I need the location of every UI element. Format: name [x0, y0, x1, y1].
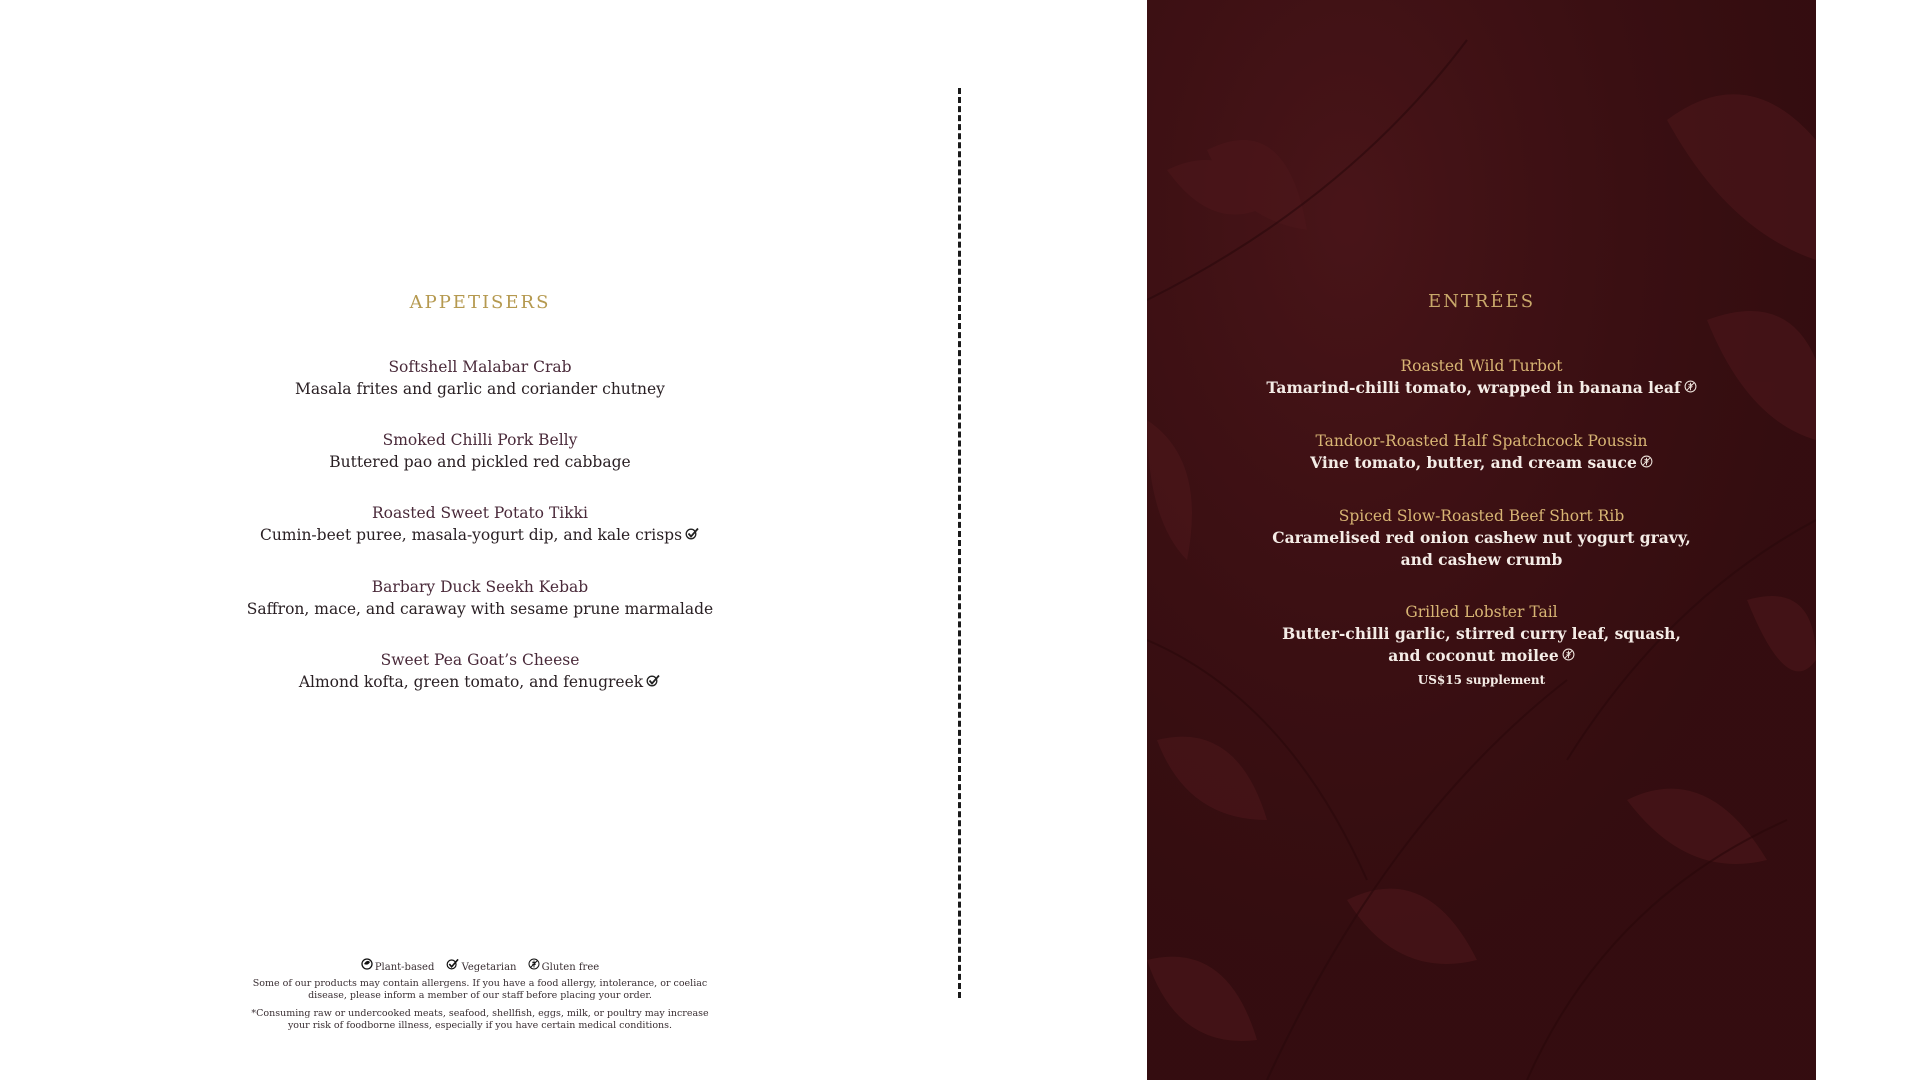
item-name: Smoked Chilli Pork Belly: [382, 431, 578, 449]
gluten-free-icon: [1684, 378, 1697, 400]
item-name: Softshell Malabar Crab: [388, 358, 572, 376]
item-description: Almond kofta, green tomato, and fenugreek: [200, 671, 760, 694]
item-description-line: Caramelised red onion cashew nut yogurt gravy,: [1272, 528, 1691, 547]
consuming-raw-note: [200, 1008, 760, 1032]
menu-item: [1147, 430, 1816, 475]
item-description: Masala frites and garlic and coriander chutney: [295, 380, 665, 398]
item-name: Sweet Pea Goat’s Cheese: [380, 651, 580, 669]
menu-item: [200, 502, 760, 547]
supplement-note: US$15 supplement: [1417, 673, 1546, 687]
item-name: Roasted Sweet Potato Tikki: [372, 504, 588, 522]
item-name: Barbary Duck Seekh Kebab: [371, 578, 589, 596]
allergen-note-line: Some of our products may contain allergens. If you have a food allergy, intolerance, or coeliac: [252, 978, 708, 989]
gluten-free-icon: [1640, 453, 1653, 475]
entrees-column: [1147, 0, 1816, 1080]
entrees-title: ENTRÉES: [1427, 291, 1536, 312]
legend-label: Gluten free: [541, 962, 600, 973]
allergen-note: [200, 978, 760, 1002]
item-name: Grilled Lobster Tail: [1405, 603, 1558, 621]
item-name: Roasted Wild Turbot: [1400, 357, 1563, 375]
dietary-legend: [200, 958, 760, 973]
legend-gluten-free: [528, 958, 600, 973]
item-description: Buttered pao and pickled red cabbage: [329, 453, 631, 471]
appetisers-column: [200, 0, 760, 1080]
menu-item: [200, 576, 760, 620]
item-description-line: Butter-chilli garlic, stirred curry leaf, squash,: [1282, 624, 1681, 643]
menu-item: [200, 429, 760, 473]
entrees-list: [1147, 355, 1816, 720]
vegetarian-icon: [685, 525, 700, 547]
item-description: Saffron, mace, and caraway with sesame prune marmalade: [246, 600, 714, 618]
vegetarian-icon: [446, 958, 460, 973]
consuming-note-line: your risk of foodborne illness, especially if you have certain medical conditions.: [287, 1020, 673, 1031]
item-description-line: and cashew crumb: [1400, 550, 1563, 569]
menu-item: [1147, 505, 1816, 571]
gluten-free-icon: [528, 958, 540, 973]
item-name: Spiced Slow-Roasted Beef Short Rib: [1338, 507, 1625, 525]
legend-label: Vegetarian: [461, 962, 517, 973]
item-description: [1147, 623, 1816, 668]
item-description: [1147, 527, 1816, 571]
item-description: Vine tomato, butter, and cream sauce: [1147, 452, 1816, 475]
plant-based-icon: [361, 958, 373, 973]
allergen-note-line: disease, please inform a member of our staff before placing your order.: [308, 990, 652, 1001]
appetisers-list: [200, 356, 760, 723]
vegetarian-icon: [646, 672, 661, 694]
item-description: Cumin-beet puree, masala-yogurt dip, and kale crisps: [200, 524, 760, 547]
menu-item: [200, 356, 760, 400]
item-description-line: and coconut moilee: [1147, 645, 1816, 668]
entrees-page: [1147, 0, 1816, 1080]
consuming-note-line: *Consuming raw or undercooked meats, seafood, shellfish, eggs, milk, or poultry may increase: [251, 1008, 709, 1019]
menu-item: [1147, 355, 1816, 400]
page-fold-divider: [958, 88, 961, 998]
gluten-free-icon: [1562, 646, 1575, 668]
appetisers-title: APPETISERS: [409, 292, 551, 313]
legend-label: Plant-based: [374, 962, 435, 973]
menu-item: [200, 649, 760, 694]
legend-plant-based: [361, 958, 435, 973]
menu-item: [1147, 601, 1816, 690]
item-description: Tamarind-chilli tomato, wrapped in banana leaf: [1147, 377, 1816, 400]
legend-vegetarian: [446, 958, 517, 973]
item-name: Tandoor-Roasted Half Spatchcock Poussin: [1315, 432, 1648, 450]
